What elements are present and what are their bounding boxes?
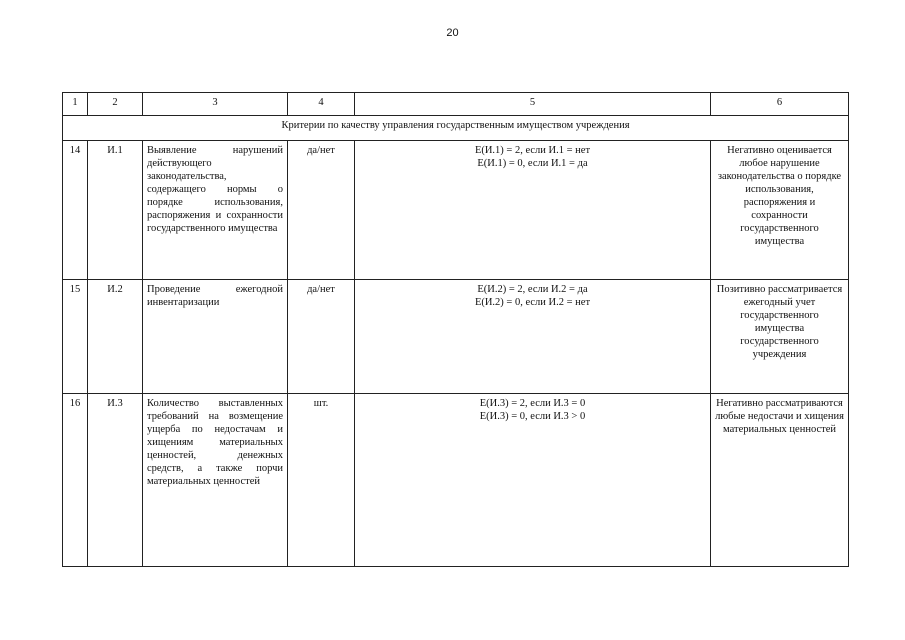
formula-cell xyxy=(355,394,711,567)
formula-line: E(И.1) = 0, если И.1 = да xyxy=(477,158,588,169)
row-number: 16 xyxy=(63,394,88,567)
formula-line: E(И.2) = 0, если И.2 = нет xyxy=(474,297,591,308)
criterion-description: Выявление нарушений действующего законодательства, содержащего нормы о порядке использования, распоряжения и сохранности государственного имущества xyxy=(143,141,288,280)
row-number: 14 xyxy=(63,141,88,280)
unit-of-measure: да/нет xyxy=(288,141,355,280)
column-header-2: 2 xyxy=(88,93,143,116)
formula-cell xyxy=(355,141,711,280)
row-number: 15 xyxy=(63,280,88,394)
column-header-6: 6 xyxy=(711,93,849,116)
criterion-code: И.3 xyxy=(88,394,143,567)
unit-of-measure: да/нет xyxy=(288,280,355,394)
table-row xyxy=(63,280,849,394)
evaluation-note: Позитивно рассматривается ежегодный учет государственного имущества государственного учреждения xyxy=(711,280,849,394)
formula-line: E(И.1) = 2, если И.1 = нет xyxy=(474,145,591,156)
column-header-4: 4 xyxy=(288,93,355,116)
table-row xyxy=(63,141,849,280)
column-header-3: 3 xyxy=(143,93,288,116)
column-header-row xyxy=(63,93,849,116)
criterion-code: И.1 xyxy=(88,141,143,280)
evaluation-note: Негативно рассматриваются любые недостачи и хищения материальных ценностей xyxy=(711,394,849,567)
section-row xyxy=(63,116,849,141)
formula-line: E(И.2) = 2, если И.2 = да xyxy=(477,284,588,295)
criteria-table xyxy=(62,92,849,567)
criterion-description: Количество выставленных требований на возмещение ущерба по недостачам и хищениям материальных ценностей, денежных средств, а также порчи материальных ценностей xyxy=(143,394,288,567)
formula-cell xyxy=(355,280,711,394)
formula-line: E(И.3) = 2, если И.3 = 0 xyxy=(479,398,586,409)
table-row xyxy=(63,394,849,567)
evaluation-note: Негативно оценивается любое нарушение законодательства о порядке использования, распоряжения и сохранности государственного имущества xyxy=(711,141,849,280)
unit-of-measure: шт. xyxy=(288,394,355,567)
section-title: Критерии по качеству управления государственным имуществом учреждения xyxy=(63,116,849,141)
column-header-1: 1 xyxy=(63,93,88,116)
formula-line: E(И.3) = 0, если И.3 > 0 xyxy=(479,411,586,422)
column-header-5: 5 xyxy=(355,93,711,116)
page-number: 20 xyxy=(446,27,459,39)
criterion-description: Проведение ежегодной инвентаризации xyxy=(143,280,288,394)
criterion-code: И.2 xyxy=(88,280,143,394)
